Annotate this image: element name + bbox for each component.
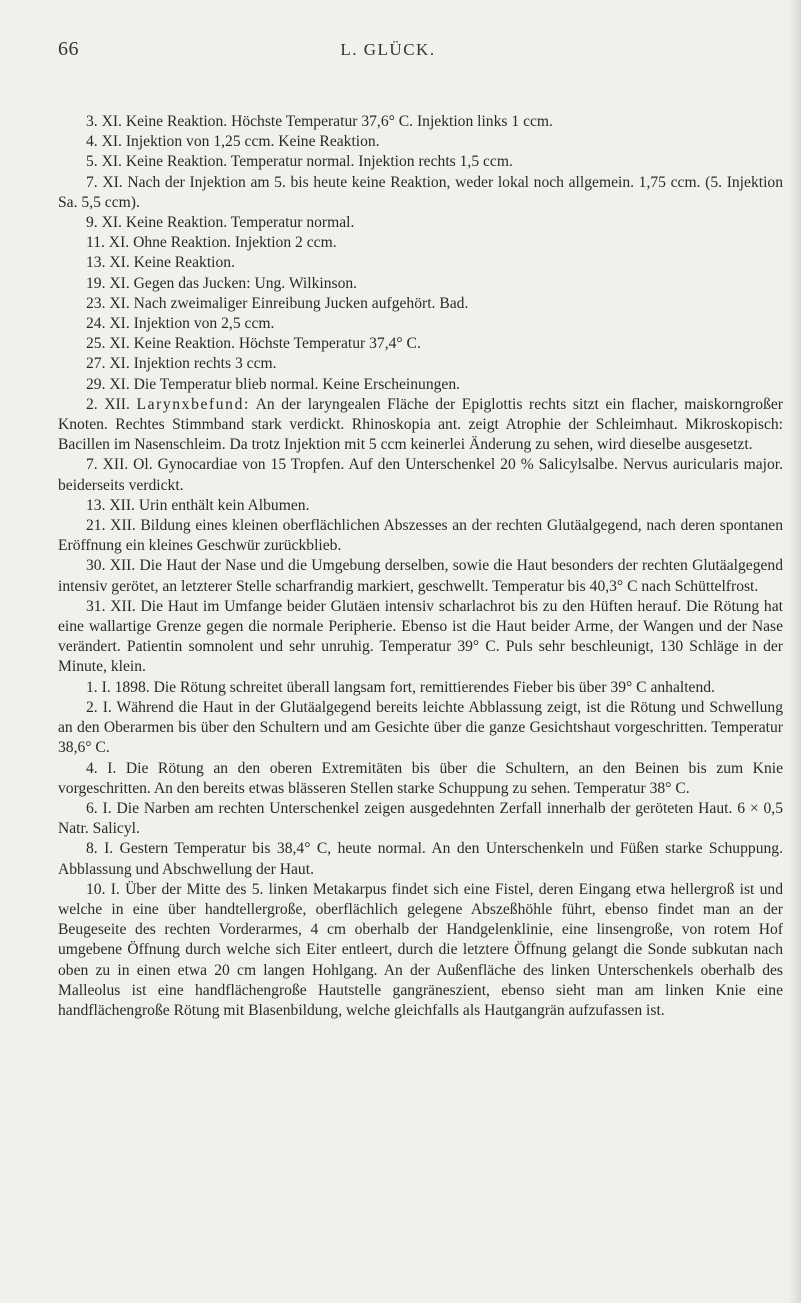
paragraph: 29. XI. Die Temperatur blieb normal. Keine Erscheinungen. (86, 375, 461, 393)
paragraph: 10. I. Über der Mitte des 5. linken Metakarpus findet sich eine Fistel, deren Eingang etwa hellergroß ist und welche in eine über handtellergroße, oberflächlich gelegene Abszeßhöhle führt, ebenso findet man an der Beugeseite des rechten Vorderarmes, 4 cm oberhalb der Handgelenklinie, eine linsengroße, von rotem Hof umgebene Öffnung durch welche sich Eiter entleert, durch die letztere Öffnung gelangt die Sonde subkutan nach oben zu in einen etwa 20 cm langen Hohlgang. An der Außenfläche des linken Unterschenkels oberhalb des Malleolus ist eine handflächengroße Hautstelle gangräneszient, ebenso sieht man am linken Knie eine handflächengroße Rötung mit Blasenbildung, welche gleichfalls als Hautgangrän aufzufassen ist. (58, 880, 783, 1019)
paragraph: 3. XI. Keine Reaktion. Höchste Temperatur 37,6° C. Injektion links 1 ccm. (86, 113, 553, 130)
page-header (58, 38, 718, 68)
paragraph-body: An der laryngealen Fläche der Epiglottis rechts sitzt ein flacher, maiskorngroßer Knoten. Rechtes Stimmband stark verdickt. Rhinoskopia ant. zeigt Atrophie der Schleimhaut. Mikroskopisch: Bacillen im Nasenschleim. Da trotz Injektion mit 5 ccm keinerlei Änderung zu sehen, wird dieselbe ausgesetzt. (58, 395, 783, 454)
paragraph: 30. XII. Die Haut der Nase und die Umgebung derselben, sowie die Haut besonders der rechten Glutäalgegend intensiv gerötet, an letzterer Stelle scharfrandig markiert, geschwellt. Temperatur bis 40,3° C nach Schüttelfrost. (58, 557, 783, 595)
paragraph: 8. I. Gestern Temperatur bis 38,4° C, heute normal. An den Unterschenkeln und Füßen starke Schuppung. Abblassung und Abschwellung der Haut. (58, 840, 783, 878)
running-head: L. GLÜCK. (340, 40, 436, 59)
paragraph: 19. XI. Gegen das Jucken: Ung. Wilkinson. (86, 274, 358, 292)
paragraph: 2. I. Während die Haut in der Glutäalgegend bereits leichte Abblassung zeigt, ist die Rötung und Schwellung an den Oberarmen bis über den Schultern und am Gesichte über die ganze Gesichtshaut vorgeschritten. Temperatur 38,6° C. (58, 698, 783, 757)
page-edge-shadow (789, 0, 801, 1303)
paragraph: 11. XI. Ohne Reaktion. Injektion 2 ccm. (86, 234, 337, 252)
paragraph: 5. XI. Keine Reaktion. Temperatur normal. Injektion rechts 1,5 ccm. (86, 153, 513, 171)
paragraph: 4. I. Die Rötung an den oberen Extremitäten bis über die Schultern, an den Beinen bis zum Knie vorgeschritten. An den bereits etwas blässeren Stellen starke Schuppung zu sehen. Temperatur 38° C. (58, 759, 783, 797)
paragraph: 23. XI. Nach zweimaliger Einreibung Jucken aufgehört. Bad. (86, 294, 469, 312)
paragraph-larynx (58, 395, 783, 456)
paragraph: 4. XI. Injektion von 1,25 ccm. Keine Reaktion. (86, 133, 380, 151)
paragraph: 6. I. Die Narben am rechten Unterschenkel zeigen ausgedehnten Zerfall innerhalb der geröteten Haut. 6 × 0,5 Natr. Salicyl. (58, 799, 783, 838)
paragraph-lead: 2. XII. (86, 395, 137, 413)
paragraph: 1. I. 1898. Die Rötung schreitet überall langsam fort, remittierendes Fieber bis über 39° C anhaltend. (86, 678, 715, 696)
paragraph: 13. XII. Urin enthält kein Albumen. (86, 496, 310, 514)
paragraph: 7. XI. Nach der Injektion am 5. bis heute keine Reaktion, weder lokal noch allgemein. 1,75 ccm. (5. Injektion Sa. 5,5 ccm). (58, 173, 783, 211)
larynxbefund-heading: Larynxbefund: (136, 395, 250, 413)
paragraph: 31. XII. Die Haut im Umfange beider Glutäen intensiv scharlachrot bis zu den Hüften herauf. Die Rötung hat eine wallartige Grenze gegen die normale Peripherie. Ebenso ist die Haut beider Arme, der Wangen und der Nase verändert. Patientin somnolent und sehr unruhig. Temperatur 39° C. Puls sehr beschleunigt, 130 Schläge in der Minute, klein. (58, 597, 783, 676)
paragraph: 9. XI. Keine Reaktion. Temperatur normal. (86, 214, 355, 232)
page-number: 66 (58, 38, 79, 60)
paragraph: 24. XI. Injektion von 2,5 ccm. (86, 315, 275, 333)
paragraph: 7. XII. Ol. Gynocardiae von 15 Tropfen. Auf den Unterschenkel 20 % Salicylsalbe. Nervus auricularis major. beiderseits verdickt. (58, 456, 783, 494)
body-text (58, 112, 783, 1021)
paragraph: 21. XII. Bildung eines kleinen oberflächlichen Abszesses an der rechten Glutäalgegend, nach deren spontanen Eröffnung ein kleines Geschwür zurückblieb. (58, 517, 783, 555)
paragraph: 27. XI. Injektion rechts 3 ccm. (86, 355, 277, 373)
paragraph: 25. XI. Keine Reaktion. Höchste Temperatur 37,4° C. (86, 335, 421, 353)
paragraph: 13. XI. Keine Reaktion. (86, 254, 235, 272)
